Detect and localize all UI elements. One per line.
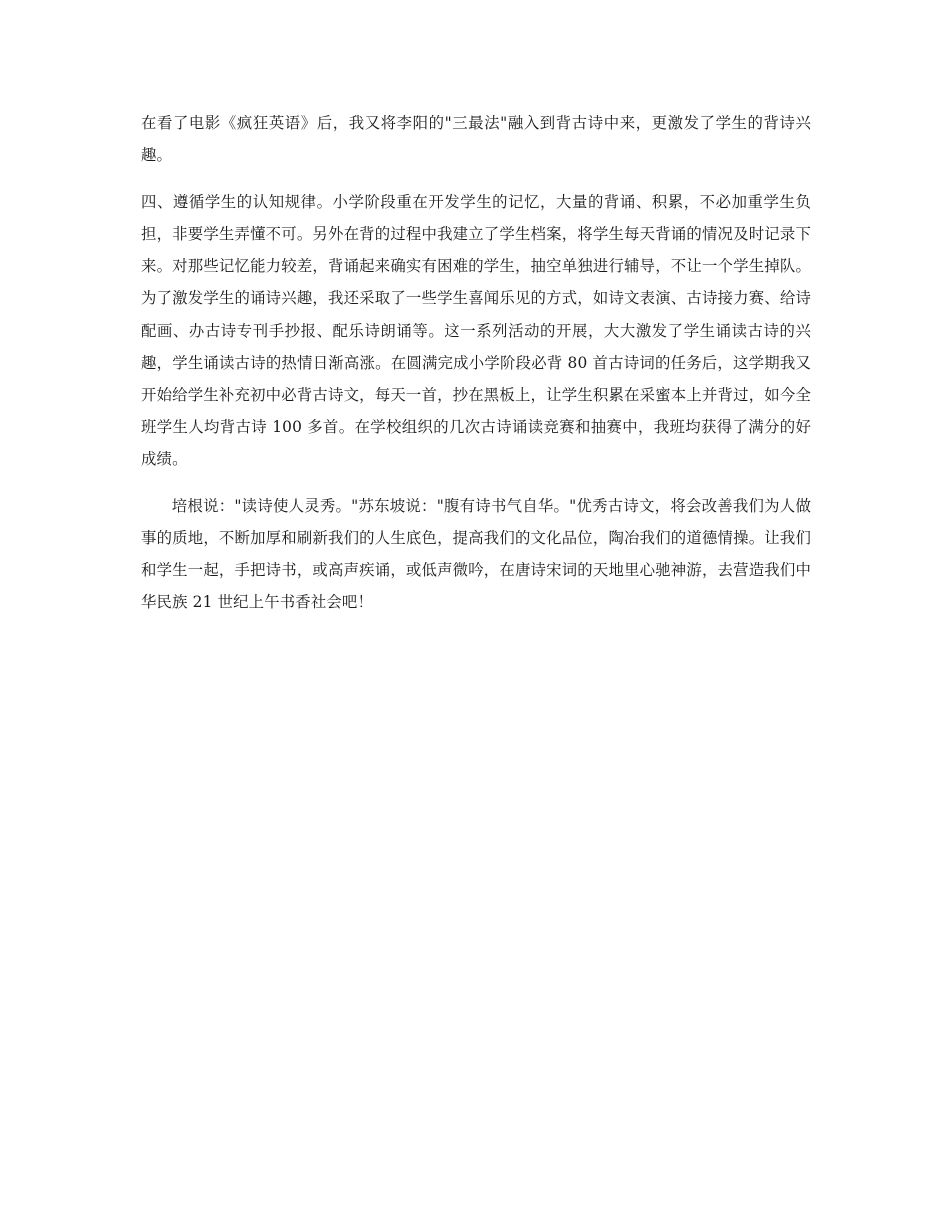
document-body xyxy=(141,107,811,633)
paragraph-cognitive-rules: 四、遵循学生的认知规律。小学阶段重在开发学生的记忆，大量的背诵、积累，不必加重学生负担，非要学生弄懂不可。另外在背的过程中我建立了学生档案，将学生每天背诵的情况及时记录下来。对那些记忆能力较差，背诵起来确实有困难的学生，抽空单独进行辅导，不让一个学生掉队。为了激发学生的诵诗兴趣，我还采取了一些学生喜闻乐见的方式，如诗文表演、古诗接力赛、给诗配画、办古诗专刊手抄报、配乐诗朗诵等。这一系列活动的开展，大大激发了学生诵读古诗的兴趣，学生诵读古诗的热情日渐高涨。在圆满完成小学阶段必背 80 首古诗词的任务后，这学期我又开始给学生补充初中必背古诗文，每天一首，抄在黑板上，让学生积累在采蜜本上并背过，如今全班学生人均背古诗 100 多首。在学校组织的几次古诗诵读竞赛和抽赛中，我班均获得了满分的好成绩。 xyxy=(141,193,811,468)
paragraph-crazy-english: 在看了电影《疯狂英语》后，我又将李阳的"三最法"融入到背古诗中来，更激发了学生的背诗兴趣。 xyxy=(141,114,811,165)
paragraph-conclusion: 培根说："读诗使人灵秀。"苏东坡说："腹有诗书气自华。"优秀古诗文，将会改善我们为人做事的质地，不断加厚和刷新我们的人生底色，提高我们的文化品位，陶冶我们的道德情操。让我们和学生一起，手把诗书，或高声疾诵，或低声微吟，在唐诗宋词的天地里心驰神游，去营造我们中华民族 21 世纪上午书香社会吧！ xyxy=(141,497,811,612)
